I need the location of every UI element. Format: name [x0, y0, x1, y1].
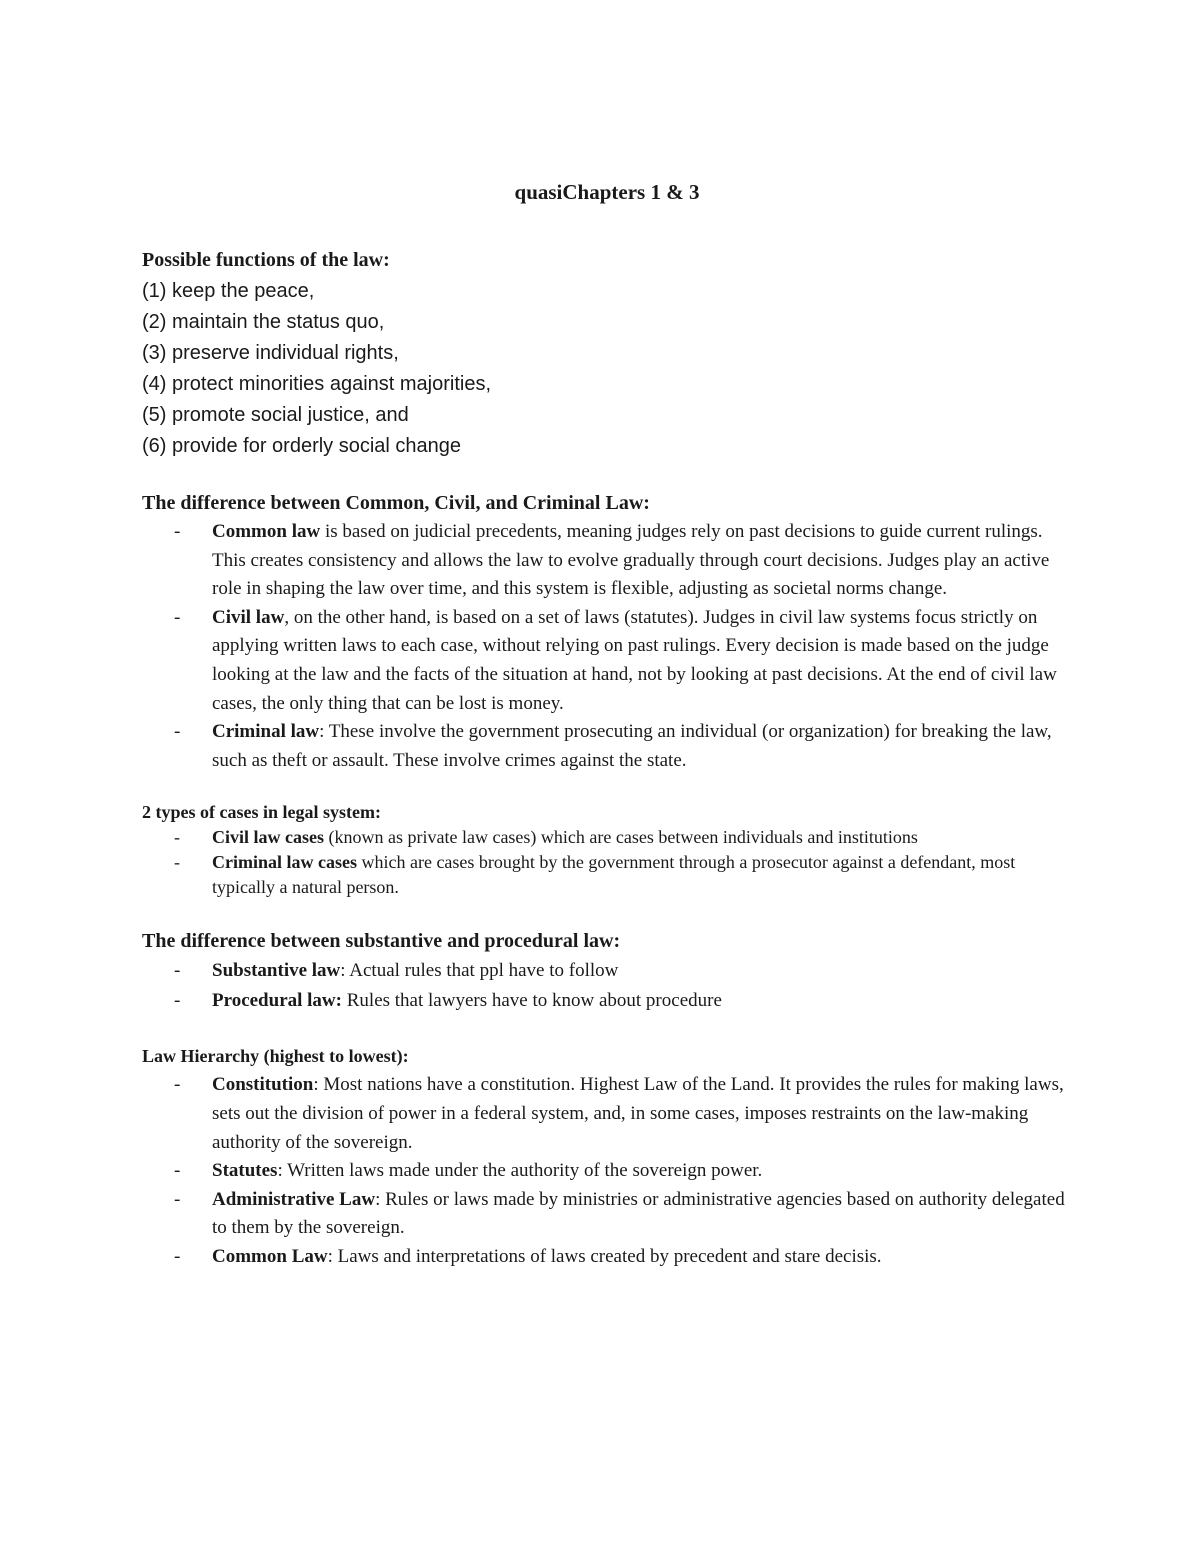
- term-label: Constitution: [212, 1074, 314, 1096]
- term-description: which are cases brought by the government through a prosecutor against a defendant, most typically a natural person.: [212, 852, 1016, 898]
- term-description: : These involve the government prosecuting an individual (or organization) for breaking the law, such as theft or assault. These involve crimes against the state.: [212, 721, 1052, 771]
- function-item: (6) provide for orderly social change: [142, 435, 462, 457]
- function-item: (3) preserve individual rights,: [142, 342, 399, 364]
- term-label: Criminal law: [212, 721, 320, 743]
- list-item: [142, 986, 1072, 1016]
- function-item: (2) maintain the status quo,: [142, 311, 385, 333]
- term-description: is based on judicial precedents, meaning judges rely on past decisions to guide current rulings. This creates consistency and allows the law to evolve gradually through court decisions. Judges play an active role in shaping the law over time, and this system is flexible, adjusting as societal norms change.: [212, 521, 1050, 600]
- list-item: [142, 1071, 1072, 1157]
- term-label: Administrative Law: [212, 1188, 376, 1210]
- term-description: : Actual rules that ppl have to follow: [340, 960, 619, 982]
- case-types-section: [142, 799, 1072, 900]
- list-item: [142, 718, 1072, 775]
- function-item: (5) promote social justice, and: [142, 404, 409, 426]
- dash-bullet: -: [174, 1160, 181, 1182]
- list-item: [142, 956, 1072, 986]
- list-item: [142, 518, 1072, 604]
- list-item: [142, 825, 1072, 850]
- list-item: [142, 850, 1072, 900]
- dash-bullet: -: [174, 1188, 181, 1210]
- term-label: Civil law: [212, 606, 285, 628]
- term-label: Procedural law:: [212, 990, 342, 1012]
- term-description: : Rules or laws made by ministries or administrative agencies based on authority delegated to them by the sovereign.: [212, 1188, 1065, 1239]
- term-description: : Written laws made under the authority of the sovereign power.: [277, 1160, 763, 1182]
- functions-heading: Possible functions of the law:: [142, 249, 390, 271]
- term-description: (known as private law cases) which are cases between individuals and institutions: [324, 827, 918, 848]
- term-label: Criminal law cases: [212, 852, 357, 873]
- term-description: , on the other hand, is based on a set of laws (statutes). Judges in civil law systems focus strictly on applying written laws to each case, without relying on past rulings. Every decision is made based on the judge looking at the law and the facts of the situation at hand, not by looking at past decisions. At the end of civil law cases, the only thing that can be lost is money.: [212, 606, 1057, 714]
- term-label: Substantive law: [212, 960, 341, 982]
- dash-bullet: -: [174, 1074, 181, 1096]
- document-page: [142, 180, 1072, 1272]
- law-hierarchy-heading: Law Hierarchy (highest to lowest):: [142, 1046, 409, 1067]
- law-hierarchy-section: [142, 1042, 1072, 1271]
- dash-bullet: -: [174, 1245, 181, 1267]
- term-label: Statutes: [212, 1160, 278, 1182]
- dash-bullet: -: [174, 606, 181, 628]
- dash-bullet: -: [174, 852, 180, 873]
- substantive-procedural-heading: The difference between substantive and procedural law:: [142, 930, 621, 953]
- term-description: : Laws and interpretations of laws created by precedent and stare decisis.: [327, 1245, 882, 1267]
- common-civil-criminal-heading: The difference between Common, Civil, and Criminal Law:: [142, 492, 650, 514]
- term-description: Rules that lawyers have to know about procedure: [342, 990, 722, 1012]
- function-item: (1) keep the peace,: [142, 280, 315, 302]
- function-item: (4) protect minorities against majorities,: [142, 373, 492, 395]
- dash-bullet: -: [174, 990, 181, 1012]
- term-description: : Most nations have a constitution. Highest Law of the Land. It provides the rules for making laws, sets out the division of power in a federal system, and, in some cases, imposes restraints on the law-making authority of the sovereign.: [212, 1074, 1064, 1153]
- case-types-heading: 2 types of cases in legal system:: [142, 802, 381, 823]
- term-label: Common law: [212, 521, 321, 542]
- list-item: [142, 1186, 1072, 1243]
- term-label: Civil law cases: [212, 827, 324, 848]
- dash-bullet: -: [174, 827, 180, 848]
- term-label: Common Law: [212, 1245, 328, 1267]
- substantive-procedural-section: [142, 926, 1072, 1016]
- functions-section: [142, 245, 1072, 462]
- list-item: [142, 1157, 1072, 1186]
- common-civil-criminal-section: [142, 488, 1072, 775]
- list-item: [142, 1243, 1072, 1272]
- document-title: quasiChapters 1 & 3: [514, 180, 700, 204]
- dash-bullet: -: [174, 721, 181, 743]
- dash-bullet: -: [174, 960, 181, 982]
- dash-bullet: -: [174, 521, 181, 542]
- list-item: [142, 604, 1072, 718]
